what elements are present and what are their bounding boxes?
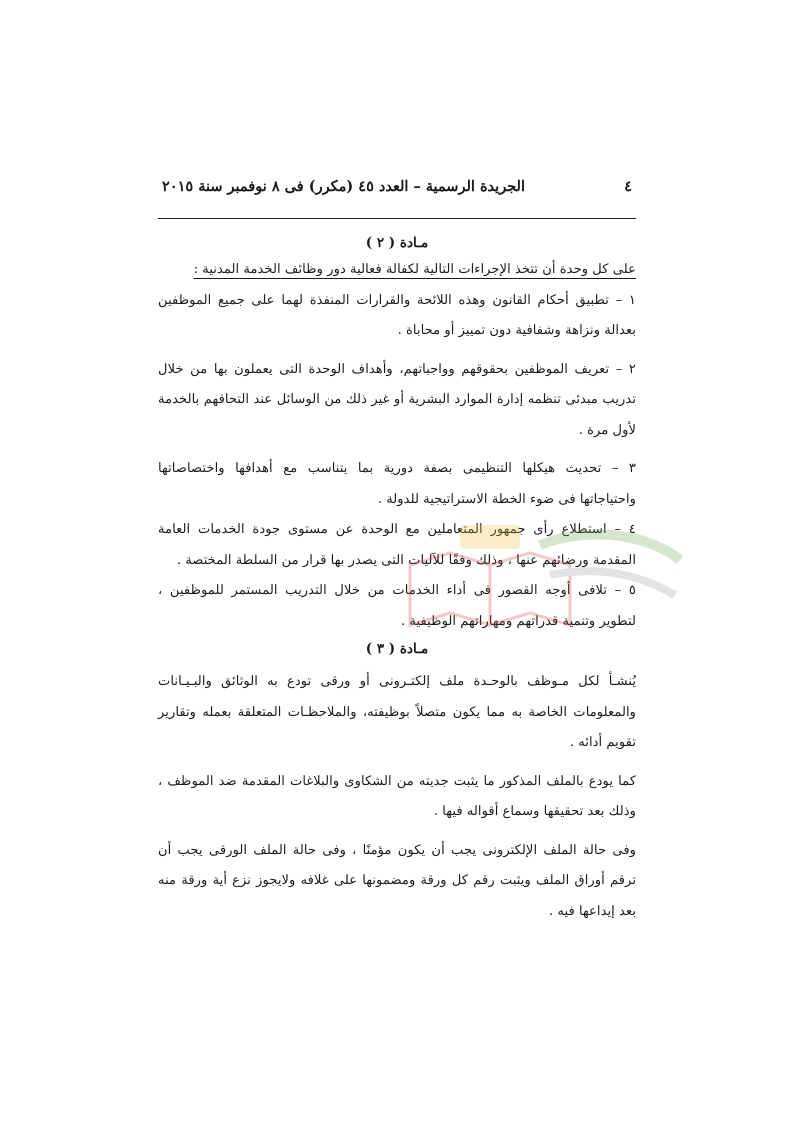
article-2-intro <box>158 255 636 286</box>
article-2-item-1-line-1: ١ – تطبيق أحكام القانون وهذه اللائحة والقرارات المنفذة لهما على جميع الموظفين <box>158 292 636 308</box>
article-3-title: مـادة ( ٣ ) <box>365 641 429 657</box>
page-number: ٤ <box>624 178 632 195</box>
article-2-item-5-line-1: ٥ – تلافى أوجه القصور فى أداء الخدمات من خلال التدريب المستمر للموظفين ، <box>158 583 636 598</box>
gazette-title: الجريدة الرسمية – العدد ٤٥ (مكرر) فى ٨ نوفمبر سنة ٢٠١٥ <box>162 178 526 195</box>
article-3-para-3-line-3: بعد إيداعها فيه . <box>549 903 636 919</box>
article-2-item-2-line-1: ٢ – تعريف الموظفين بحقوقهم وواجباتهم، وأهداف الوحدة التى يعملون بها من خلال <box>158 361 636 377</box>
article-3-para-3-line-1: وفى حالة الملف الإلكترونى يجب أن يكون مؤمنًا ، وفى حالة الملف الورقى يجب أن <box>158 842 636 858</box>
article-2-item-4-line-2: المقدمة ورضائهم عنها ، وذلك وفقًا للآليات التى يصدر بها قرار من السلطة المختصة . <box>176 552 636 568</box>
article-2-item-1-line-2: بعدالة ونزاهة وشفافية دون تمييز أو محاباة . <box>397 323 636 338</box>
article-2-item-4-line-1: ٤ – استطلاع رأى جمهور المتعاملين مع الوحدة عن مستوى جودة الخدمات العامة <box>158 522 636 537</box>
article-2-item-5-line-2: لتطوير وتنمية قدراتهم ومهاراتهم الوظيفية . <box>401 613 636 629</box>
article-2-title: مـادة ( ٢ ) <box>365 235 429 251</box>
article-2-item-2-line-3: لأول مرة . <box>578 422 636 438</box>
article-2-item-3-line-2: واحتياجاتها فى ضوء الخطة الاستراتيجية للدولة . <box>377 491 636 507</box>
document-page <box>158 178 636 927</box>
article-3-para-2-line-1: كما يودع بالملف المذكور ما يثبت جديته من الشكاوى والبلاغات المقدمة ضد الموظف ، <box>158 773 636 789</box>
article-2-item-2-line-2: تدريب مبدئى تنظمه إدارة الموارد البشرية أو غير ذلك من الوسائل عند التحاقهم بالخدمة <box>158 392 636 407</box>
article-2-item-3-line-1: ٣ – تحديث هيكلها التنظيمى بصفة دورية بما يتناسب مع أهدافها واختصاصاتها <box>158 461 636 476</box>
running-header <box>158 178 636 204</box>
article-2-intro-text: على كل وحدة أن تتخذ الإجراءات التالية لكفالة فعالية دور وظائف الخدمة المدنية : <box>193 262 636 277</box>
header-rule <box>158 218 636 219</box>
article-3-para-1-line-3: تقويم أدائه . <box>569 735 636 750</box>
article-3-para-1-line-1: يُنشـأ لكل مـوظف بالوحـدة ملف إلكتـرونى أو ورقى تودع به الوثائق والبـيـانات <box>158 674 636 689</box>
article-3-para-1-line-2: والمعلومات الخاصة به مما يكون متصلاً بوظيفته، والملاحظـات المتعلقة بعمله وتقارير <box>158 704 636 720</box>
article-3-para-2-line-2: وذلك بعد تحقيقها وسماع أقواله فيها . <box>433 804 636 819</box>
article-3-para-3-line-2: ترقم أوراق الملف ويثبت رقم كل ورقة ومضمونها على غلافه ولايجوز نزع أية ورقة منه <box>158 873 636 888</box>
